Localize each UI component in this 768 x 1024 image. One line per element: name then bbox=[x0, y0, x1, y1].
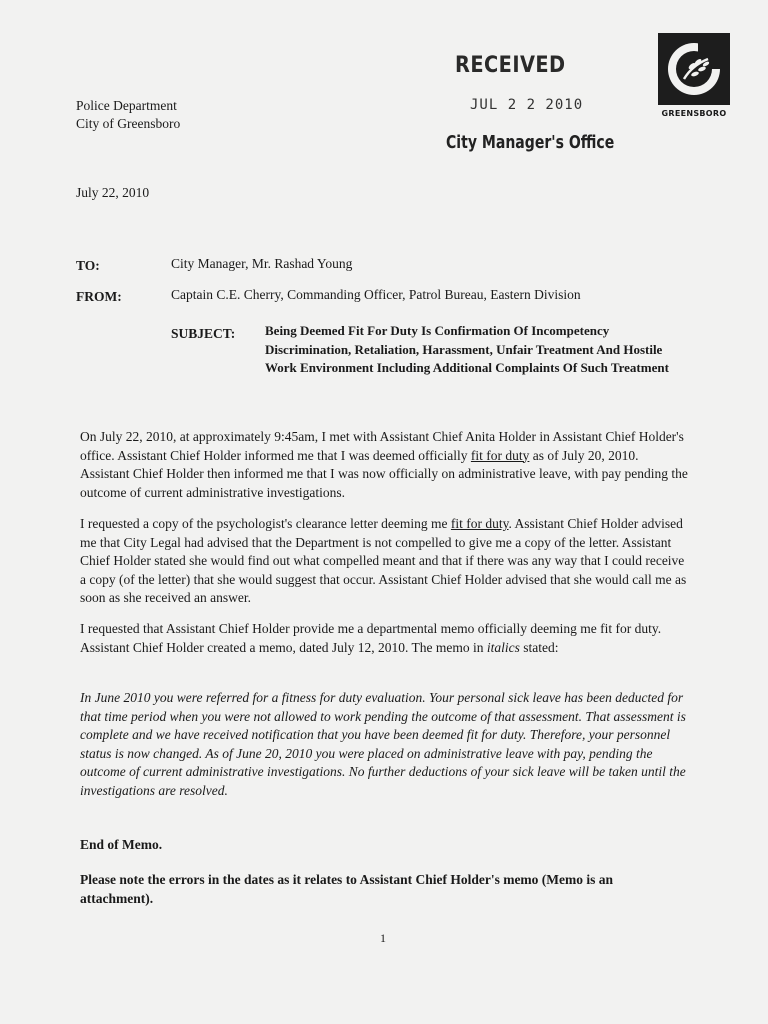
page-number: 1 bbox=[380, 931, 386, 945]
logo-text: GREENSBORO bbox=[661, 109, 727, 118]
city-name: City of Greensboro bbox=[76, 116, 181, 131]
from-label: FROM: bbox=[76, 289, 122, 304]
paragraph-2 bbox=[80, 515, 688, 608]
greensboro-logo bbox=[658, 33, 730, 121]
received-stamp: RECEIVED bbox=[455, 53, 566, 78]
department-name: Police Department bbox=[76, 98, 177, 113]
from-value: Captain C.E. Cherry, Commanding Officer, Patrol Bureau, Eastern Division bbox=[171, 287, 581, 302]
paragraph-2-text-a: I requested a copy of the psychologist's clearance letter deeming me bbox=[80, 516, 451, 531]
closing-note: Please note the errors in the dates as it relates to Assistant Chief Holder's memo (Memo is an attachment). bbox=[80, 872, 614, 906]
paragraph-3-italic: italics bbox=[486, 639, 520, 655]
logo-mark bbox=[658, 33, 730, 105]
paragraph-3-text-a: I requested that Assistant Chief Holder provide me a departmental memo officially deeming me fit for duty. Assistant Chief Holder created a memo, dated July 12, 2010. The memo in bbox=[80, 621, 662, 655]
received-stamp-office: City Manager's Office bbox=[446, 132, 615, 153]
letter-date: July 22, 2010 bbox=[76, 185, 150, 200]
paragraph-1-underline: fit for duty bbox=[470, 447, 530, 463]
to-value: City Manager, Mr. Rashad Young bbox=[171, 256, 353, 271]
paragraph-2-underline: fit for duty bbox=[450, 516, 509, 531]
paragraph-3-text-b: stated: bbox=[519, 639, 559, 655]
paragraph-3 bbox=[80, 620, 688, 657]
paragraph-1-text-b: as of July 20, 2010. Assistant Chief Holder then informed me that I was now officially on administrative leave, with pay pending the outcome of current administrative investigations. bbox=[80, 447, 688, 500]
paragraph-2-text-b: . Assistant Chief Holder advised me that City Legal had advised that the Department is not compelled to give me a copy of the letter. Assistant Chief Holder stated she would find out what compelled meant and that if there was any way that I could receive a copy (of the letter) that she would suggest that occur. Assistant Chief Holder advised that she would call me as soon as she received an answer. bbox=[80, 516, 687, 605]
subject-value: Being Deemed Fit For Duty Is Confirmation Of Incompetency Discrimination, Retaliation, Harassment, Unfair Treatment And Hostile Work Environment Including Additional Complaints Of Such Treatment bbox=[265, 323, 669, 375]
end-of-memo: End of Memo. bbox=[80, 837, 163, 852]
letterhead bbox=[76, 97, 180, 133]
leaf-icon bbox=[658, 33, 730, 105]
to-label: TO: bbox=[76, 258, 100, 273]
paragraph-1-text-a: On July 22, 2010, at approximately 9:45am, I met with Assistant Chief Anita Holder in Assistant Chief Holder's office. Assistant Chief Holder informed me that I was deemed officially bbox=[80, 429, 684, 463]
paragraph-1 bbox=[80, 428, 688, 502]
memo-quote: In June 2010 you were referred for a fitness for duty evaluation. Your personal sick leave has been deducted for that time period when you were not allowed to work pending the outcome of that assessment. That assessment is complete and we have received notification that you have been deemed fit for duty. Therefore, your personnel status is now changed. As of June 20, 2010 you were placed on administrative leave with pay, pending the outcome of current administrative investigations. No further deductions of your sick leave will be taken until the investigations are resolved. bbox=[80, 690, 686, 798]
subject-label: SUBJECT: bbox=[171, 326, 236, 341]
received-stamp-date: JUL 2 2 2010 bbox=[470, 97, 584, 113]
